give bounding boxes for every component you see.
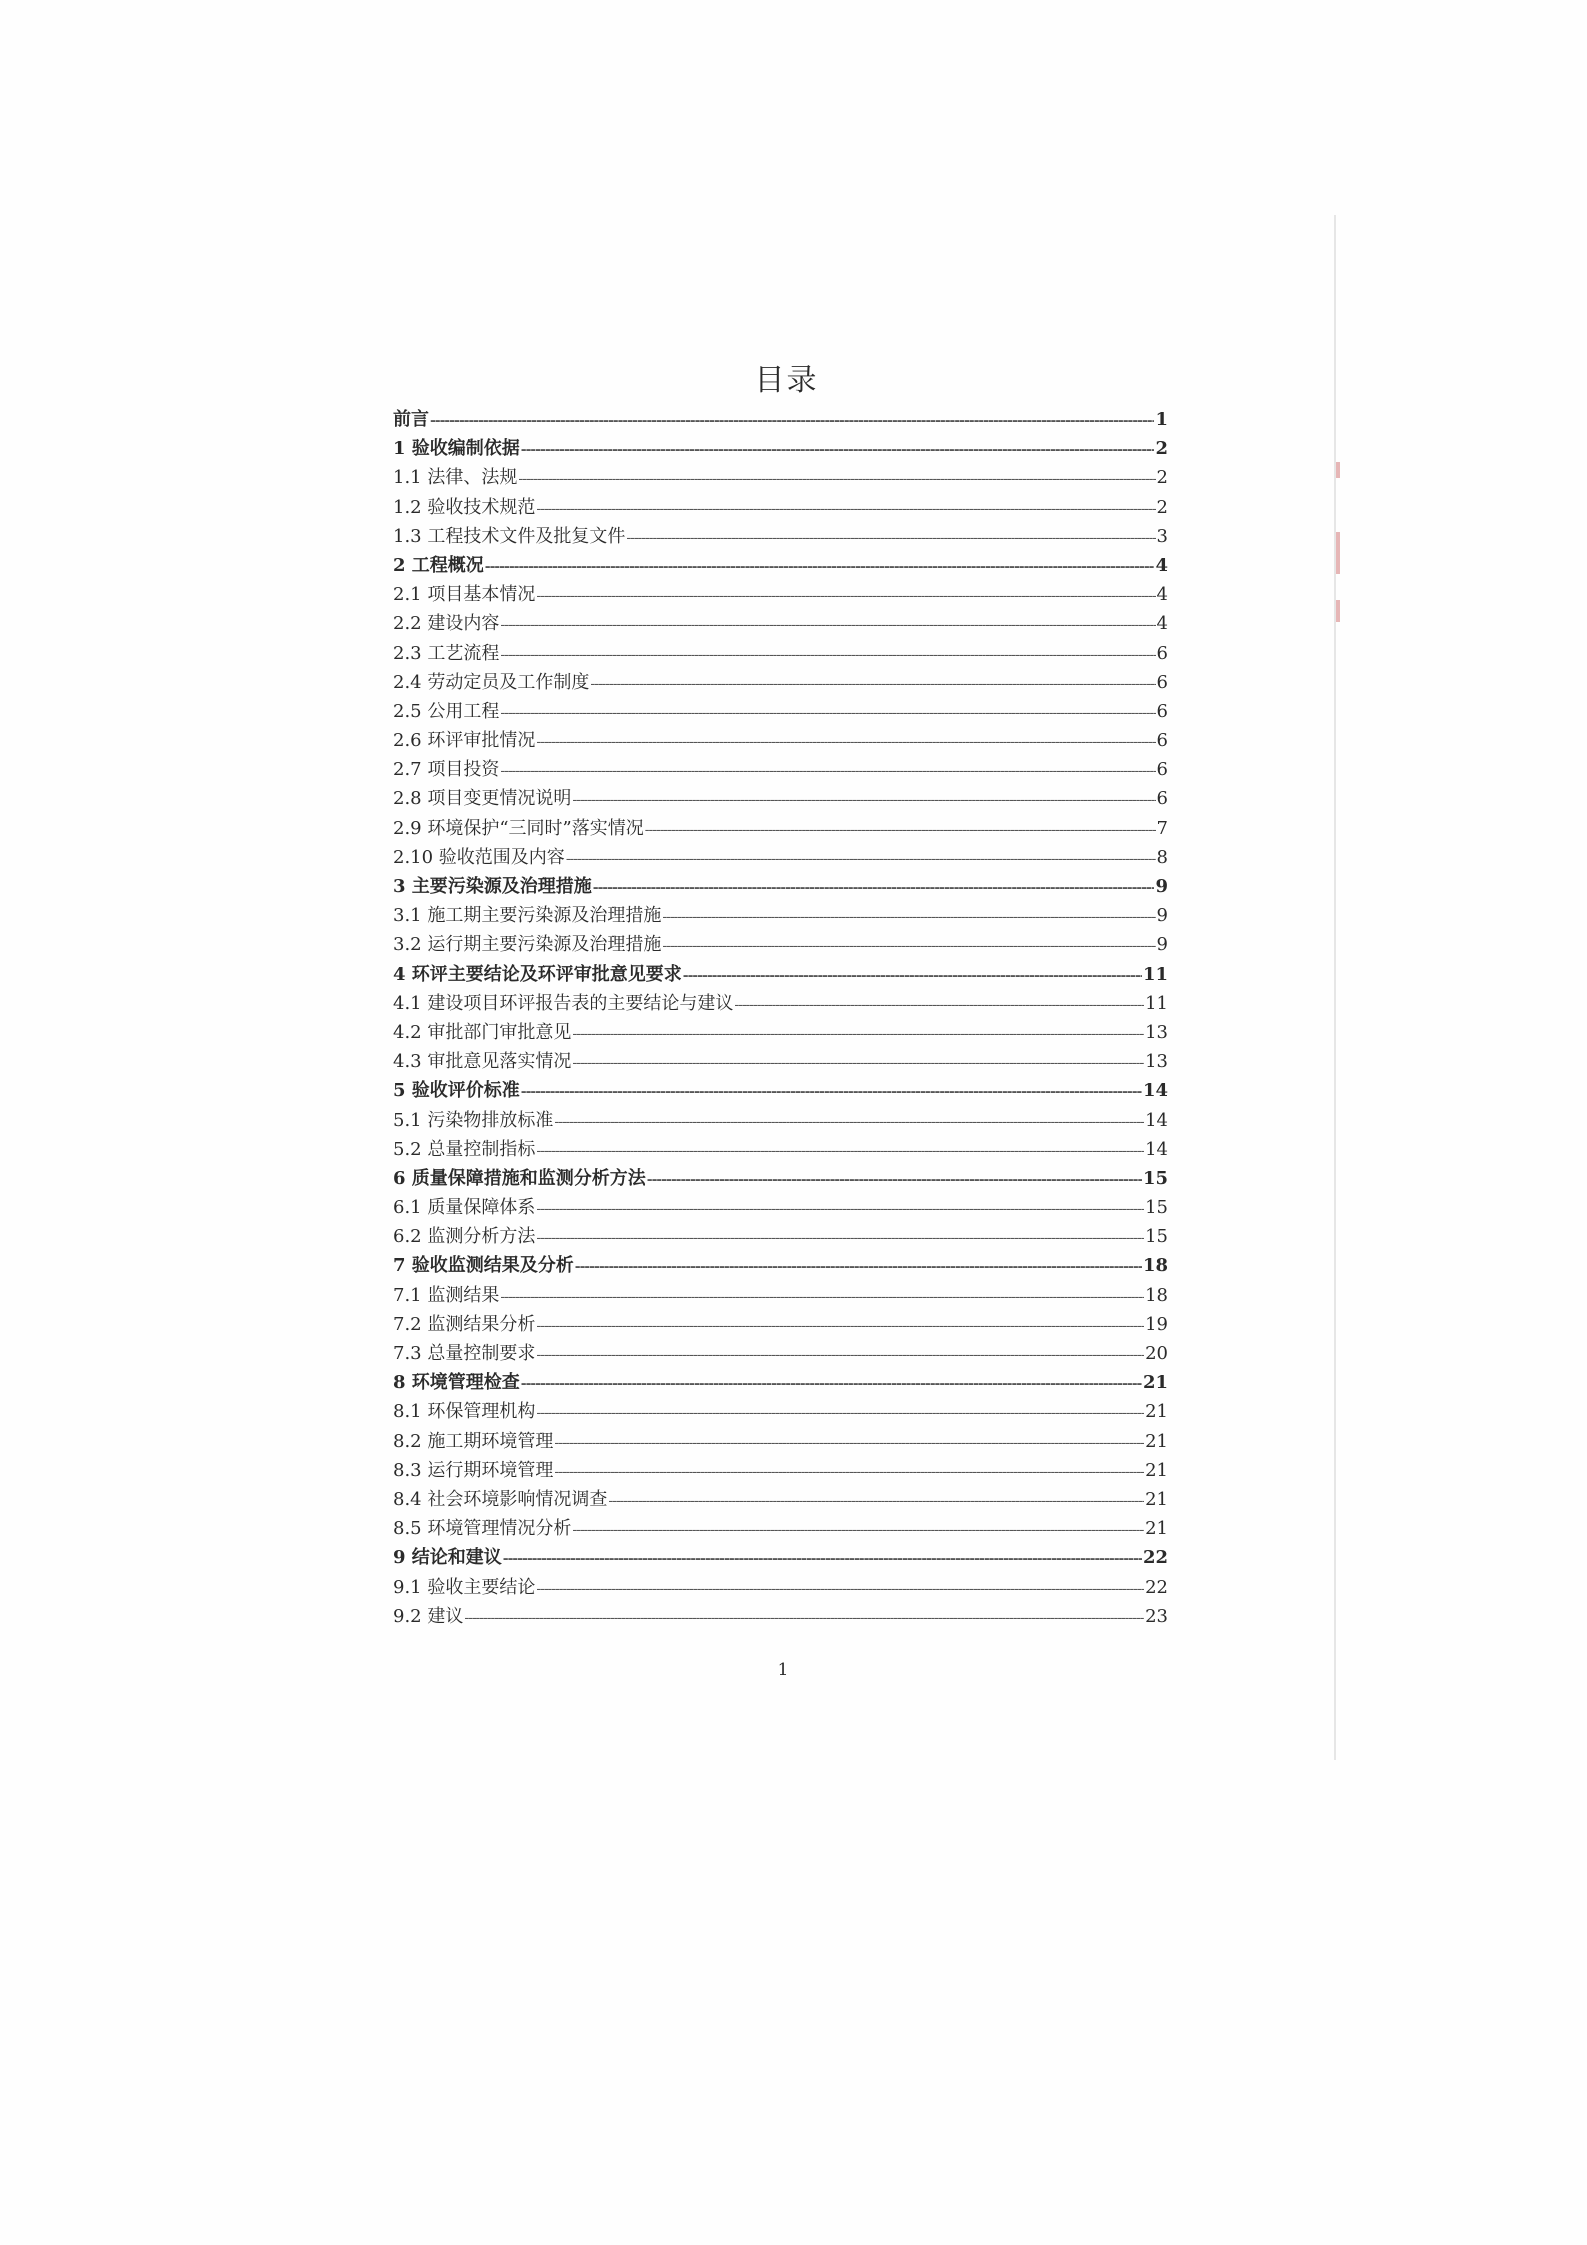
toc-entry[interactable] <box>393 989 1168 1018</box>
toc-entry[interactable] <box>393 463 1168 492</box>
toc-dot-leader <box>647 1166 1142 1195</box>
toc-entry-page: 21 <box>1142 1372 1168 1394</box>
toc-entry[interactable] <box>393 784 1168 813</box>
toc-entry-page: 4 <box>1156 613 1168 635</box>
toc-entry-label: 7.3 总量控制要求 <box>393 1343 536 1364</box>
toc-entry[interactable] <box>393 1397 1168 1426</box>
toc-entry[interactable] <box>393 405 1168 434</box>
toc-dot-leader <box>662 903 1155 932</box>
toc-entry-page: 2 <box>1155 438 1168 460</box>
toc-entry-page: 4 <box>1156 584 1168 606</box>
toc-dot-leader <box>430 407 1154 436</box>
toc-entry[interactable] <box>393 1251 1168 1280</box>
toc-entry-label: 2.3 工艺流程 <box>393 642 500 664</box>
toc-entry-page: 19 <box>1145 1313 1168 1335</box>
toc-entry[interactable] <box>393 639 1168 668</box>
toc-dot-leader <box>734 991 1144 1020</box>
scan-page-edge <box>1334 215 1336 1760</box>
toc-entry-page: 21 <box>1145 1488 1168 1510</box>
toc-dot-leader <box>593 874 1155 903</box>
toc-entry-page: 21 <box>1145 1459 1168 1481</box>
toc-dot-leader <box>500 699 1155 728</box>
toc-entry[interactable] <box>393 1193 1168 1222</box>
toc-entry[interactable] <box>393 872 1168 901</box>
toc-entry[interactable] <box>393 1135 1168 1164</box>
toc-entry-label: 8.1 环保管理机构 <box>393 1401 536 1423</box>
toc-entry-label: 9.2 建议 <box>393 1605 464 1627</box>
toc-entry-page: 6 <box>1156 700 1168 722</box>
toc-entry-page: 18 <box>1142 1255 1168 1277</box>
toc-entry-label: 9 结论和建议 <box>393 1547 502 1569</box>
toc-dot-leader <box>645 816 1156 845</box>
toc-entry-page: 22 <box>1142 1547 1168 1569</box>
toc-entry-label: 3.2 运行期主要污染源及治理措施 <box>393 934 662 956</box>
toc-entry-label: 2.5 公用工程 <box>393 700 500 722</box>
toc-dot-leader <box>626 524 1155 553</box>
toc-entry[interactable] <box>393 1543 1168 1572</box>
toc-entry[interactable] <box>393 1222 1168 1251</box>
toc-entry-page: 7 <box>1156 817 1168 839</box>
toc-entry-label: 1.1 法律、法规 <box>393 467 518 489</box>
toc-entry-label: 4.3 审批意见落实情况 <box>393 1051 572 1073</box>
toc-dot-leader <box>503 1545 1142 1574</box>
toc-entry-label: 2.6 环评审批情况 <box>393 730 536 752</box>
toc-entry-page: 6 <box>1156 730 1168 752</box>
toc-dot-leader <box>575 1253 1142 1282</box>
toc-entry-page: 6 <box>1156 642 1168 664</box>
toc-dot-leader <box>500 757 1155 786</box>
toc-entry[interactable] <box>393 960 1168 989</box>
toc-entry-label: 2.9 环境保护“三同时”落实情况 <box>393 817 644 839</box>
toc-entry-page: 13 <box>1145 1021 1168 1043</box>
toc-dot-leader <box>536 1224 1144 1253</box>
toc-dot-leader <box>536 1399 1144 1428</box>
toc-entry[interactable] <box>393 434 1168 463</box>
toc-entry-page: 6 <box>1156 788 1168 810</box>
toc-entry-label: 2.8 项目变更情况说明 <box>393 788 572 810</box>
toc-dot-leader <box>566 845 1156 874</box>
toc-dot-leader <box>521 436 1155 465</box>
toc-entry-page: 21 <box>1145 1518 1168 1540</box>
toc-dot-leader <box>500 611 1155 640</box>
toc-entry-page: 14 <box>1145 1109 1168 1131</box>
toc-entry-page: 13 <box>1145 1051 1168 1073</box>
toc-entry-page: 9 <box>1156 934 1168 956</box>
toc-entry[interactable] <box>393 1602 1168 1631</box>
toc-dot-leader <box>572 1516 1144 1545</box>
toc-dot-leader <box>662 932 1155 961</box>
toc-entry[interactable] <box>393 1310 1168 1339</box>
toc-dot-leader <box>608 1487 1144 1516</box>
toc-entry-page: 20 <box>1145 1343 1168 1364</box>
toc-entry-label: 9.1 验收主要结论 <box>393 1576 536 1598</box>
toc-entry-label: 2.1 项目基本情况 <box>393 584 536 606</box>
toc-entry-label: 5.1 污染物排放标准 <box>393 1109 554 1131</box>
toc-entry-label: 3.1 施工期主要污染源及治理措施 <box>393 905 662 927</box>
toc-entry-page: 21 <box>1145 1401 1168 1423</box>
toc-dot-leader <box>572 1049 1144 1078</box>
toc-list <box>393 405 1168 1631</box>
toc-entry[interactable] <box>393 522 1168 551</box>
toc-entry-page: 8 <box>1156 846 1168 868</box>
scan-artifact-mark <box>1336 462 1340 478</box>
toc-entry-label: 8.3 运行期环境管理 <box>393 1459 554 1481</box>
page-number: 1 <box>777 1660 789 1680</box>
toc-entry[interactable] <box>393 1339 1168 1368</box>
toc-dot-leader <box>518 465 1155 494</box>
toc-entry-page: 6 <box>1156 759 1168 781</box>
toc-dot-leader <box>554 1458 1144 1487</box>
toc-entry-page: 21 <box>1145 1430 1168 1452</box>
toc-dot-leader <box>554 1108 1144 1137</box>
toc-entry-page: 4 <box>1155 554 1168 576</box>
toc-entry-label: 1.2 验收技术规范 <box>393 496 536 518</box>
toc-entry-page: 15 <box>1145 1197 1168 1219</box>
toc-dot-leader <box>485 553 1155 582</box>
toc-entry-page: 11 <box>1145 992 1168 1014</box>
toc-entry-page: 18 <box>1145 1284 1168 1306</box>
toc-entry[interactable] <box>393 580 1168 609</box>
scan-artifact-mark <box>1336 600 1340 622</box>
toc-entry[interactable] <box>393 1573 1168 1602</box>
toc-dot-leader <box>521 1370 1142 1399</box>
toc-dot-leader <box>536 582 1155 611</box>
toc-entry-label: 4.2 审批部门审批意见 <box>393 1021 572 1043</box>
toc-dot-leader <box>683 962 1142 991</box>
toc-entry-label: 1.3 工程技术文件及批复文件 <box>393 525 626 547</box>
toc-entry[interactable] <box>393 1281 1168 1310</box>
scan-artifact-mark <box>1336 532 1340 574</box>
toc-entry-label: 8.4 社会环境影响情况调查 <box>393 1488 608 1510</box>
toc-entry-page: 3 <box>1156 525 1168 547</box>
toc-entry-label: 2.2 建设内容 <box>393 613 500 635</box>
toc-dot-leader <box>464 1604 1144 1633</box>
toc-entry-page: 6 <box>1156 671 1168 693</box>
toc-entry[interactable] <box>393 1456 1168 1485</box>
toc-entry-page: 9 <box>1156 905 1168 927</box>
toc-entry-label: 6 质量保障措施和监测分析方法 <box>393 1167 646 1189</box>
toc-entry[interactable] <box>393 1106 1168 1135</box>
toc-entry[interactable] <box>393 1427 1168 1456</box>
toc-entry[interactable] <box>393 493 1168 522</box>
toc-entry-label: 5 验收评价标准 <box>393 1080 520 1102</box>
toc-entry[interactable] <box>393 551 1168 580</box>
toc-entry[interactable] <box>393 843 1168 872</box>
toc-entry[interactable] <box>393 814 1168 843</box>
toc-dot-leader <box>554 1429 1144 1458</box>
toc-dot-leader <box>536 1195 1144 1224</box>
toc-entry[interactable] <box>393 901 1168 930</box>
toc-dot-leader <box>572 1020 1144 1049</box>
toc-entry[interactable] <box>393 726 1168 755</box>
toc-entry-label: 6.2 监测分析方法 <box>393 1226 536 1248</box>
toc-entry[interactable] <box>393 1514 1168 1543</box>
toc-entry[interactable] <box>393 930 1168 959</box>
toc-entry[interactable] <box>393 609 1168 638</box>
toc-entry-page: 2 <box>1156 496 1168 518</box>
toc-entry[interactable] <box>393 755 1168 784</box>
toc-entry[interactable] <box>393 1164 1168 1193</box>
toc-entry-label: 5.2 总量控制指标 <box>393 1138 536 1160</box>
toc-dot-leader <box>536 1575 1144 1604</box>
toc-entry-label: 2.10 验收范围及内容 <box>393 846 565 868</box>
toc-entry-page: 9 <box>1155 876 1168 897</box>
toc-entry-label: 2 工程概况 <box>393 554 484 576</box>
page-title: 目录 <box>754 363 819 398</box>
toc-entry-label: 7.1 监测结果 <box>393 1284 500 1306</box>
toc-entry[interactable] <box>393 668 1168 697</box>
toc-entry-label: 6.1 质量保障体系 <box>393 1197 536 1219</box>
toc-entry-page: 1 <box>1155 409 1168 430</box>
toc-entry-page: 11 <box>1142 963 1168 985</box>
toc-entry-label: 8.5 环境管理情况分析 <box>393 1518 572 1540</box>
toc-entry-label: 7 验收监测结果及分析 <box>393 1255 574 1277</box>
toc-entry-label: 4.1 建设项目环评报告表的主要结论与建议 <box>393 992 734 1014</box>
toc-entry-label: 2.4 劳动定员及工作制度 <box>393 671 590 693</box>
toc-dot-leader <box>590 670 1155 699</box>
toc-entry[interactable] <box>393 697 1168 726</box>
toc-entry-page: 14 <box>1145 1138 1168 1160</box>
toc-dot-leader <box>536 1137 1144 1166</box>
toc-entry[interactable] <box>393 1485 1168 1514</box>
toc-dot-leader <box>536 1341 1144 1370</box>
toc-entry-label: 3 主要污染源及治理措施 <box>393 876 592 897</box>
toc-entry[interactable] <box>393 1368 1168 1397</box>
toc-entry-page: 15 <box>1145 1226 1168 1248</box>
table-of-contents <box>393 357 1168 1631</box>
toc-entry-label: 7.2 监测结果分析 <box>393 1313 536 1335</box>
toc-entry-label: 8.2 施工期环境管理 <box>393 1430 554 1452</box>
toc-entry-label: 4 环评主要结论及环评审批意见要求 <box>393 963 682 985</box>
toc-dot-leader <box>521 1078 1142 1107</box>
toc-entry[interactable] <box>393 1076 1168 1105</box>
toc-dot-leader <box>536 495 1155 524</box>
toc-entry[interactable] <box>393 1047 1168 1076</box>
toc-entry-label: 1 验收编制依据 <box>393 438 520 460</box>
toc-entry[interactable] <box>393 1018 1168 1047</box>
toc-dot-leader <box>500 1283 1144 1312</box>
toc-dot-leader <box>500 641 1155 670</box>
toc-entry-label: 8 环境管理检查 <box>393 1372 520 1394</box>
toc-entry-label: 2.7 项目投资 <box>393 759 500 781</box>
toc-dot-leader <box>536 728 1155 757</box>
toc-entry-page: 15 <box>1142 1167 1168 1189</box>
toc-dot-leader <box>572 786 1155 815</box>
toc-dot-leader <box>536 1312 1144 1341</box>
toc-entry-page: 2 <box>1156 467 1168 489</box>
toc-entry-page: 22 <box>1145 1576 1168 1598</box>
toc-entry-page: 14 <box>1142 1080 1168 1102</box>
toc-entry-page: 23 <box>1145 1605 1168 1627</box>
toc-entry-label: 前言 <box>393 409 429 430</box>
